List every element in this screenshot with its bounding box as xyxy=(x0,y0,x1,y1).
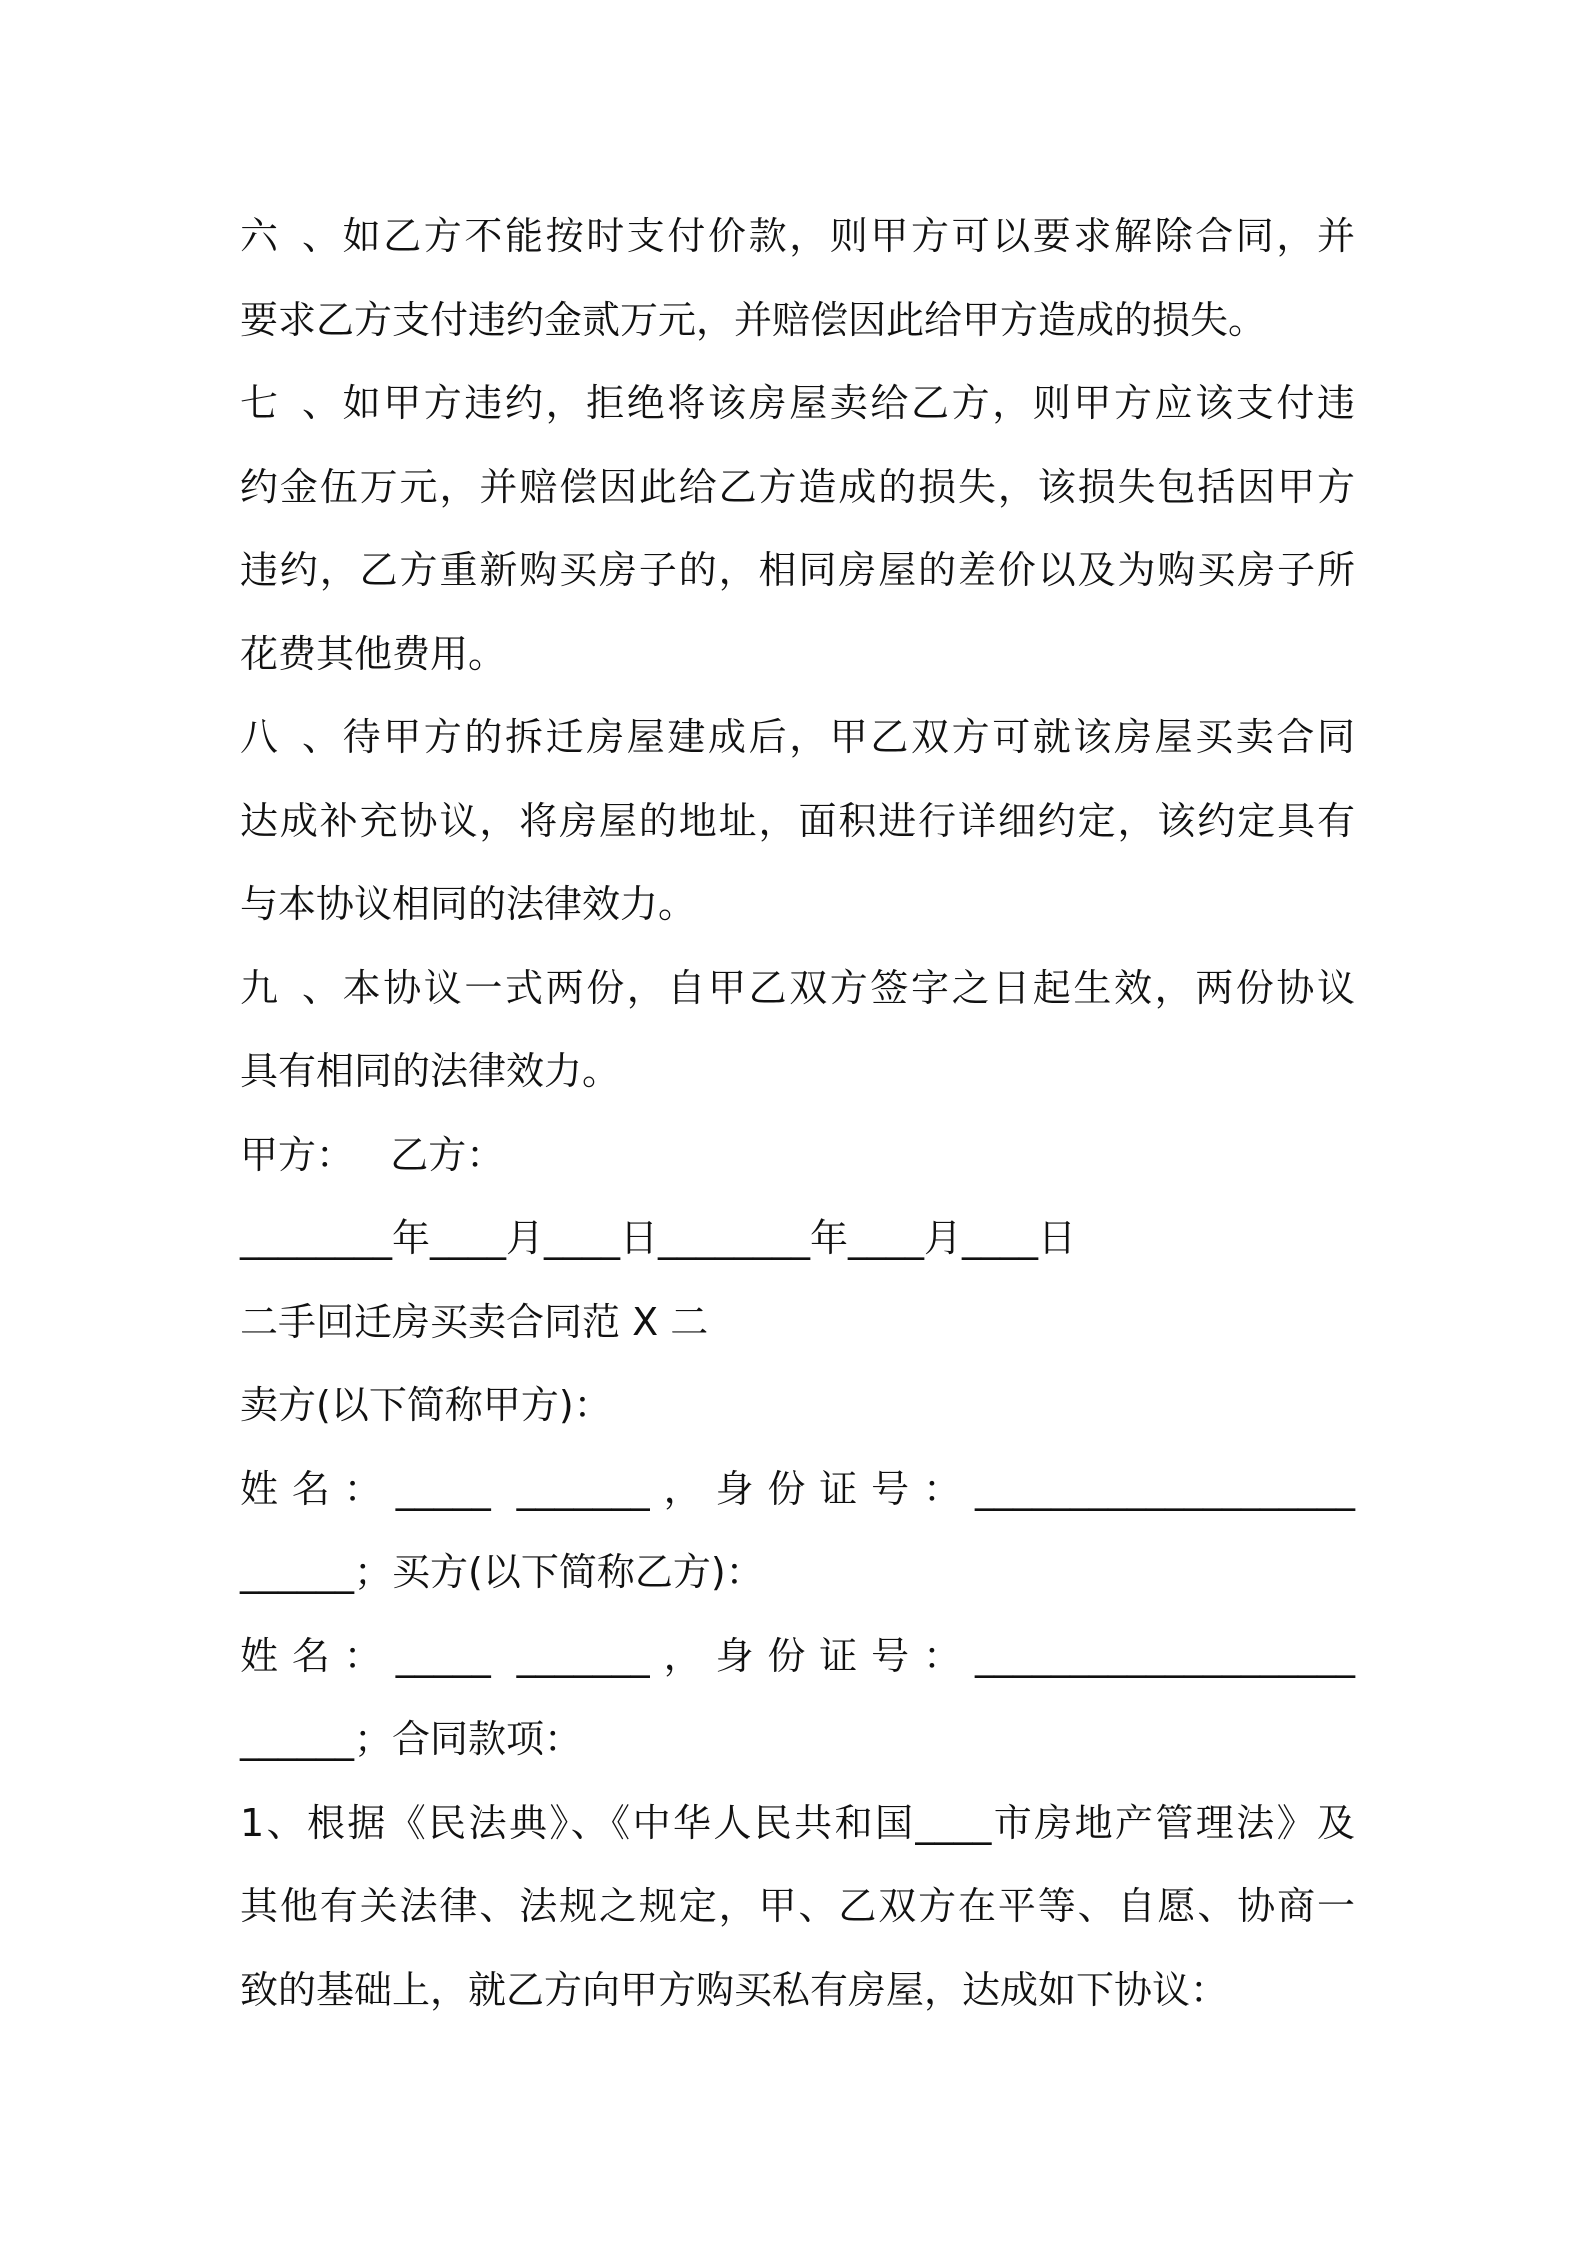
clause-number: 九、 xyxy=(240,965,340,1010)
date-blanks: ________年____月____日________年____月____日 xyxy=(240,1216,1077,1260)
clause-text: 如乙方不能按时支付价款，则甲方可以要求解除合同，并 xyxy=(340,214,1355,258)
clause-7-line-2 xyxy=(240,446,1355,530)
buyer-label: ______；买方(以下简称乙方)： xyxy=(240,1550,764,1594)
clause-text: 约金伍万元，并赔偿因此给乙方造成的损失，该损失包括因甲方 xyxy=(240,464,1355,509)
buyer-label-line xyxy=(240,1531,1355,1615)
clause-7-line-4 xyxy=(240,613,1355,697)
contract-body xyxy=(240,195,1355,2032)
clause-9-line-1 xyxy=(240,947,1355,1031)
clause-text: 达成补充协议，将房屋的地址，面积进行详细约定，该约定具有 xyxy=(240,798,1355,843)
clause-6-line-2 xyxy=(240,279,1355,363)
buyer-name-id-field: 姓名：_____ _______，身份证号：____________________ xyxy=(240,1633,1355,1678)
clause-number: 七、 xyxy=(240,381,340,425)
clause-text: 致的基础上，就乙方向甲方购买私有房屋，达成如下协议： xyxy=(240,1967,1229,2012)
clause-6-line-1 xyxy=(240,195,1355,279)
clause-text: 具有相同的法律效力。 xyxy=(240,1049,621,1093)
clause-text: 违约，乙方重新购买房子的，相同房屋的差价以及为购买房子所 xyxy=(240,548,1355,592)
article-1-line-1 xyxy=(240,1782,1355,1866)
signature-parties xyxy=(240,1114,1355,1198)
clause-text: 本协议一式两份，自甲乙双方签字之日起生效，两份协议 xyxy=(340,965,1355,1010)
clause-9-line-2 xyxy=(240,1030,1355,1114)
clause-8-line-1 xyxy=(240,696,1355,780)
seller-label: 卖方(以下简称甲方)： xyxy=(240,1383,612,1427)
signature-dates xyxy=(240,1197,1355,1281)
clause-text: 其他有关法律、法规之规定，甲、乙双方在平等、自愿、协商一 xyxy=(240,1884,1355,1928)
clause-8-line-3 xyxy=(240,863,1355,947)
clause-text: 1、根据《民法典》、《中华人民共和国____市房地产管理法》及 xyxy=(240,1800,1355,1845)
second-contract-title xyxy=(240,1281,1355,1365)
clause-text: 花费其他费用。 xyxy=(240,631,507,676)
buyer-name-id-line xyxy=(240,1615,1355,1699)
clause-8-line-2 xyxy=(240,780,1355,864)
seller-name-id-line xyxy=(240,1448,1355,1532)
clause-text: 如甲方违约，拒绝将该房屋卖给乙方，则甲方应该支付违 xyxy=(340,381,1355,425)
clause-7-line-3 xyxy=(240,529,1355,613)
clause-text: 待甲方的拆迁房屋建成后，甲乙双方可就该房屋买卖合同 xyxy=(340,715,1355,759)
clause-7-line-1 xyxy=(240,362,1355,446)
contract-terms-label-line xyxy=(240,1698,1355,1782)
article-1-line-2 xyxy=(240,1865,1355,1949)
seller-label-line xyxy=(240,1364,1355,1448)
clause-number: 六、 xyxy=(240,214,340,258)
seller-name-id-field: 姓名：_____ _______，身份证号：____________________ xyxy=(240,1466,1355,1511)
signature-label: 甲方： 乙方： xyxy=(240,1132,505,1177)
contract-title: 二手回迁房买卖合同范 X 二 xyxy=(240,1299,709,1344)
contract-terms-label: ______；合同款项： xyxy=(240,1717,583,1761)
clause-text: 要求乙方支付违约金贰万元，并赔偿因此给甲方造成的损失。 xyxy=(240,297,1267,342)
clause-number: 八、 xyxy=(240,715,340,759)
clause-text: 与本协议相同的法律效力。 xyxy=(240,882,697,926)
article-1-line-3 xyxy=(240,1949,1355,2033)
